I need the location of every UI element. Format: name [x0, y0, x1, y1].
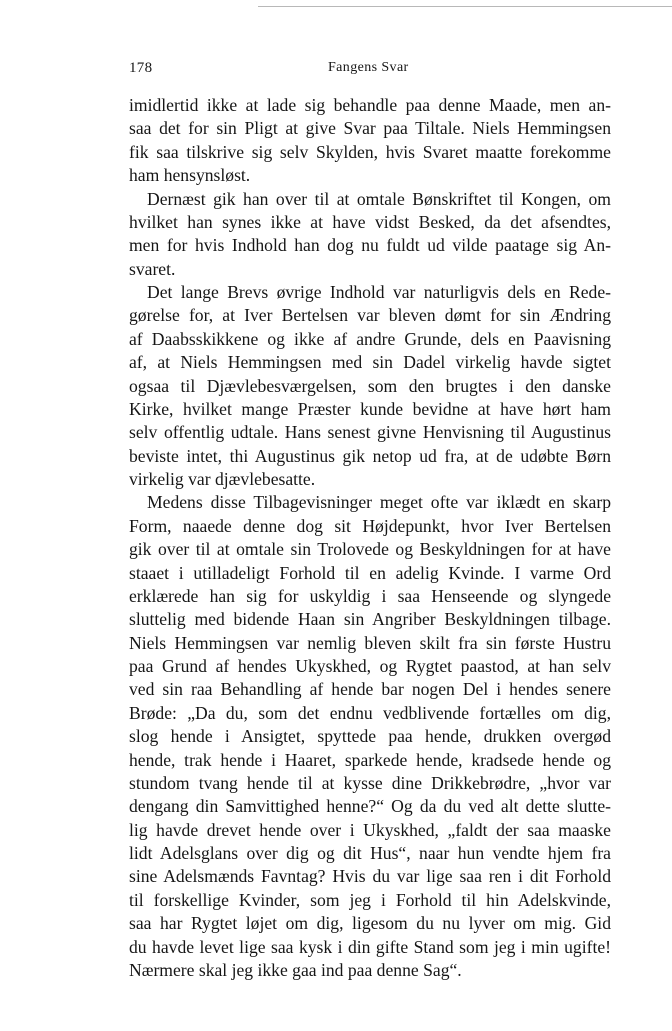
text-line: imidlertid ikke at lade sig behandle paa denne Maade, men an-: [129, 95, 611, 115]
text-line: sluttelig med bidende Haan sin Angriber Beskyldningen tilbage.: [129, 609, 611, 630]
text-line: Kirke, hvilket mange Præster kunde bevidne at have hørt ham: [129, 398, 611, 419]
text-line: Nærmere skal jeg ikke gaa ind paa denne Sag“.: [129, 959, 462, 980]
text-line: lig havde drevet hende over i Ukyskhed, „faldt der saa maaske: [129, 819, 611, 840]
text-line: Medens disse Tilbagevisninger meget ofte var iklædt en skarp: [147, 492, 611, 513]
text-line: beviste intet, thi Augustinus gik netop ud fra, at de udøbte Børn: [129, 445, 611, 466]
text-line: hvilket han synes ikke at have vidst Besked, da det afsendtes,: [129, 211, 611, 232]
text-line: gik over til at omtale sin Trolovede og Beskyldningen for at have: [129, 539, 611, 560]
text-line: saa har Rygtet løjet om dig, ligesom du nu lyver om mig. Gid: [129, 913, 611, 934]
page-header: [0, 60, 672, 80]
text-line: selv offentlig udtale. Hans senest givne Henvisning til Augustinus: [129, 422, 611, 443]
text-line: af, at Niels Hemmingsen med sin Dadel virkelig havde sigtet: [129, 352, 611, 373]
text-line: til forskellige Kvinder, som jeg i Forhold til hin Adelskvinde,: [129, 889, 611, 910]
text-line: fik saa tilskrive sig selv Skylden, hvis Svaret maatte forekomme: [129, 141, 611, 162]
text-line: stundom tvang hende til at kysse dine Drikkebrødre, „hvor var: [129, 772, 611, 793]
text-line: ham hensynsløst.: [129, 165, 251, 186]
text-line: ved sin raa Behandling af hende bar nogen Del i hendes senere: [129, 679, 611, 700]
text-line: staaet i utilladeligt Forhold til en adelig Kvinde. I varme Ord: [129, 562, 611, 583]
text-line: lidt Adelsglans over dig og dit Hus“, naar hun vendte hjem fra: [129, 843, 611, 863]
text-line: slog hende i Ansigtet, spyttede paa hende, drukken overgød: [129, 726, 611, 747]
text-line: Det lange Brevs øvrige Indhold var naturligvis dels en Rede-: [147, 282, 611, 302]
top-rule: [258, 6, 672, 7]
text-line: men for hvis Indhold han dog nu fuldt ud vilde paatage sig An-: [129, 235, 611, 256]
text-line: ogsaa til Djævlebesværgelsen, som den brugtes i den danske: [129, 375, 611, 396]
running-title: Fangens Svar: [328, 60, 409, 75]
text-line: dengang din Samvittighed henne?“ Og da du ved alt dette slutte-: [129, 796, 611, 817]
text-line: Dernæst gik han over til at omtale Bønskriftet til Kongen, om: [147, 188, 611, 209]
page-number: 178: [129, 60, 153, 76]
text-line: gørelse for, at Iver Bertelsen var bleven dømt for sin Ændring: [129, 305, 611, 326]
text-line: hende, trak hende i Haaret, sparkede hende, kradsede hende og: [129, 749, 611, 770]
text-line: Brøde: „Da du, som det endnu vedblivende fortælles om dig,: [129, 702, 611, 723]
text-line: af Daabsskikkene og ikke af andre Grunde, dels en Paavisning: [129, 328, 611, 349]
text-line: svaret.: [129, 258, 176, 279]
text-line: sine Adelsmænds Favntag? Hvis du var lige saa ren i dit Forhold: [129, 866, 611, 887]
text-line: Niels Hemmingsen var nemlig bleven skilt fra sin første Hustru: [129, 632, 611, 653]
text-line: paa Grund af hendes Ukyskhed, og Rygtet paastod, at han selv: [129, 656, 611, 676]
text-line: virkelig var djævlebesatte.: [129, 469, 316, 489]
text-line: Form, naaede denne dog sit Højdepunkt, hvor Iver Bertelsen: [129, 515, 611, 536]
text-line: du havde levet lige saa kysk i din gifte Stand som jeg i min ugifte!: [129, 936, 611, 957]
text-line: erklærede han sig for uskyldig i saa Henseende og slyngede: [129, 585, 611, 606]
text-line: saa det for sin Pligt at give Svar paa Tiltale. Niels Hemmingsen: [129, 118, 611, 139]
body-text: [129, 94, 611, 982]
